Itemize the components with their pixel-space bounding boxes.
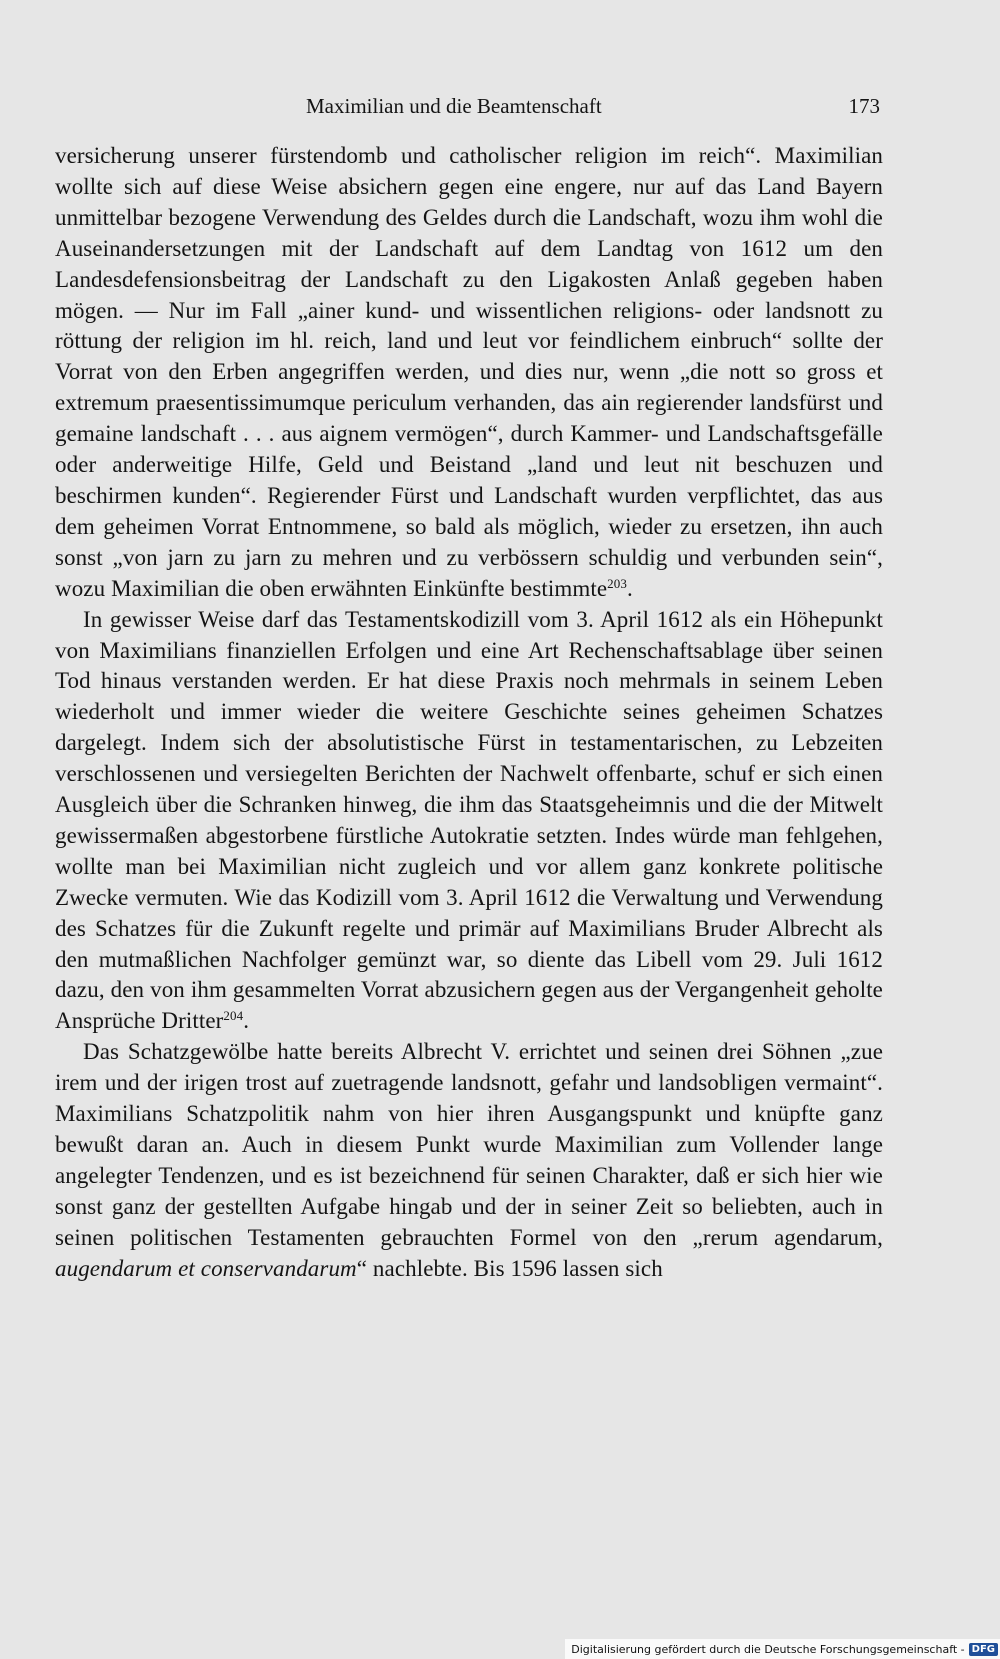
- paragraph: [55, 1037, 883, 1284]
- text-run: versicherung unserer fürstendomb und catholischer religion im reich“. Maximilian wollte sich auf diese Weise absichern gegen eine engere, nur auf das Land Bayern unmittelbar bezogene Verwendung des Geldes durch die Landschaft, wozu ihm wohl die Auseinandersetzungen mit der Landschaft auf dem Landtag von 1612 um den Landesdefensionsbeitrag der Landschaft zu den Ligakosten Anlaß gegeben haben mögen. — Nur im Fall „ainer kund- und wissentlichen religions- oder landsnott zu röttung der religion im hl. reich, land und leut vor feindlichem einbruch“ sollte der Vorrat von den Erben angegriffen werden, und dies nur, wenn „die nott so gross et extremum praesentissimumque periculum verhanden, das ain regierender landsfürst und gemaine landschaft . . . aus aignem vermögen“, durch Kammer- und Landschaftsgefälle oder anderweitige Hilfe, Geld und Beistand „land und leut nit beschuzen und beschirmen kunden“. Regierender Fürst und Landschaft wurden verpflichtet, das aus dem geheimen Vorrat Entnommene, so bald als möglich, wieder zu ersetzen, ihn auch sonst „von jarn zu jarn zu mehren und zu verbössern schuldig und verbunden sein“, wozu Maximilian die oben erwähnten Einkünfte bestimmte: [55, 143, 883, 601]
- text-run: “ nachlebte. Bis 1596 lassen sich: [356, 1255, 663, 1281]
- paragraph: [55, 141, 883, 605]
- text-run: .: [626, 575, 633, 601]
- dfg-logo: DFG: [969, 1643, 998, 1656]
- running-title: Maximilian und die Beamtenschaft: [306, 94, 602, 118]
- footer-credit: Digitalisierung gefördert durch die Deutsche Forschungsgemeinschaft -: [571, 1642, 965, 1656]
- text-run: .: [243, 1008, 250, 1034]
- page-number: 173: [848, 94, 880, 118]
- footnote-marker: 204: [223, 1008, 244, 1024]
- paragraph: [55, 605, 883, 1038]
- italic-phrase: augendarum et conservandarum: [55, 1255, 357, 1281]
- page-header: [306, 94, 880, 122]
- body-text: [55, 141, 883, 1285]
- text-run: Das Schatzgewölbe hatte bereits Albrecht V. errichtet und seinen drei Söhnen „zue irem und der irigen trost auf zuetragende landsnott, gefahr und landsobligen vermaint“. Maximilians Schatzpolitik nahm von hier ihren Ausgangspunkt und knüpfte ganz bewußt daran an. Auch in diesem Punkt wurde Maximilian zum Vollender lange angelegter Tendenzen, und es ist bezeichnend für seinen Charakter, daß er sich hier wie sonst ganz der gestellten Aufgabe hingab und der in seiner Zeit so beliebten, auch in seinen politischen Testamenten gebrauchten Formel von den „rerum agendarum,: [55, 1039, 883, 1250]
- digitization-footer: [565, 1639, 1000, 1659]
- footnote-marker: 203: [607, 575, 627, 591]
- text-run: In gewisser Weise darf das Testamentskodizill vom 3. April 1612 als ein Höhepunkt von Maximilians finanziellen Erfolgen und eine Art Rechenschaftsablage über seinen Tod hinaus verstanden werden. Er hat diese Praxis noch mehrmals in seinem Leben wiederholt und immer wieder die weitere Geschichte seines geheimen Schatzes dargelegt. Indem sich der absolutistische Fürst in testamentarischen, zu Lebzeiten verschlossenen und versiegelten Berichten der Nachwelt offenbarte, schuf er sich einen Ausgleich über die Schranken hinweg, die ihm das Staatsgeheimnis und die der Mitwelt gewissermaßen abgestorbene fürstliche Autokratie setzten. Indes würde man fehlgehen, wollte man bei Maximilian nicht zugleich und vor allem ganz konkrete politische Zwecke vermuten. Wie das Kodizill vom 3. April 1612 die Verwaltung und Verwendung des Schatzes für die Zukunft regelte und primär auf Maximilians Bruder Albrecht als den mutmaßlichen Nachfolger gemünzt war, so diente das Libell vom 29. Juli 1612 dazu, den von ihm gesammelten Vorrat abzusichern gegen aus der Vergangenheit geholte Ansprüche Dritter: [55, 606, 883, 1034]
